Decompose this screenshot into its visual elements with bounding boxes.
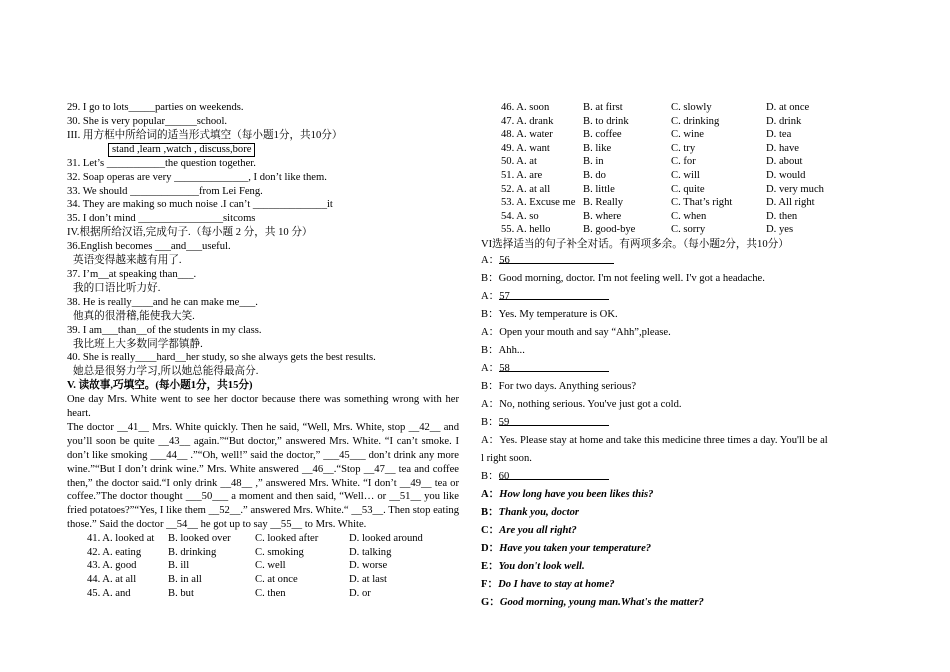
- option-choice[interactable]: C. smoking: [255, 546, 304, 558]
- option-choice[interactable]: 48. A. water: [501, 129, 553, 141]
- option-choice[interactable]: C. at once: [255, 573, 298, 585]
- option-choice[interactable]: B. do: [583, 169, 606, 181]
- option-choice[interactable]: C. then: [255, 587, 286, 599]
- option-choice[interactable]: 46. A. soon: [501, 102, 550, 113]
- answer-choices: [481, 486, 881, 612]
- option-row: [67, 587, 459, 601]
- option-row: [481, 115, 881, 129]
- dialog-line: B：Yes. My temperature is OK.: [481, 308, 618, 320]
- dialog-line-60: B：60: [481, 468, 881, 486]
- answer-choice: [481, 540, 881, 558]
- right-options: [481, 101, 881, 237]
- question-39-chinese: 我比班上大多数同学都镇静.: [73, 338, 203, 350]
- option-choice[interactable]: C. for: [671, 156, 696, 168]
- option-choice[interactable]: D. tea: [766, 129, 792, 141]
- question-31: 31. Let’s ___________the question together.: [67, 157, 256, 169]
- option-choice[interactable]: B. little: [583, 183, 615, 195]
- option-row: [67, 559, 459, 573]
- blank-60[interactable]: 60: [499, 468, 609, 480]
- option-choice[interactable]: D. or: [349, 587, 371, 599]
- option-choice[interactable]: 49. A. want: [501, 142, 550, 154]
- option-row: [67, 573, 459, 587]
- option-choice[interactable]: 55. A. hello: [501, 224, 551, 236]
- dialog-line: A：No, nothing serious. You've just got a cold.: [481, 398, 682, 410]
- blank-58[interactable]: 58: [499, 360, 609, 372]
- option-choice[interactable]: D. then: [766, 210, 798, 222]
- section-5-title: V. 读故事,巧填空。(每小题1分，共15分): [67, 380, 253, 392]
- option-choice[interactable]: C. sorry: [671, 224, 706, 236]
- choice-letter: F：: [481, 578, 499, 590]
- dialog-line-56: A：56: [481, 252, 881, 270]
- option-choice[interactable]: C. try: [671, 142, 696, 154]
- question-38: 38. He is really____and he can make me___.: [67, 296, 258, 308]
- option-choice[interactable]: B. ill: [168, 560, 190, 572]
- option-choice[interactable]: B. but: [168, 587, 194, 599]
- blank-56[interactable]: 56: [499, 252, 614, 264]
- section-4-title: IV.根据所给汉语,完成句子.（每小题 2 分，共 10 分）: [67, 227, 313, 239]
- answer-choice: [481, 594, 881, 612]
- story-paragraph-1: One day Mrs. White went to see her doctor because there was something wrong with her heart.: [67, 394, 459, 420]
- blank-59[interactable]: 59: [499, 414, 609, 426]
- option-choice[interactable]: 50. A. at: [501, 156, 537, 168]
- choice-text: Have you taken your temperature?: [499, 542, 652, 554]
- choice-text: Do I have to stay at home?: [498, 578, 615, 590]
- option-choice[interactable]: B. in all: [168, 573, 202, 585]
- right-column: [481, 101, 881, 612]
- option-choice[interactable]: 43. A. good: [87, 560, 137, 572]
- option-choice[interactable]: B. to drink: [583, 115, 629, 127]
- question-36: 36.English becomes ___and___useful.: [67, 241, 231, 253]
- dialog-line: l right soon.: [481, 452, 532, 464]
- option-choice[interactable]: C. quite: [671, 183, 705, 195]
- word-box: stand ,learn ,watch , discuss,bore: [108, 143, 255, 157]
- option-choice[interactable]: B. where: [583, 210, 622, 222]
- option-choice[interactable]: B. coffee: [583, 129, 622, 141]
- dialog-line-59: B：59: [481, 414, 881, 432]
- choice-letter: E：: [481, 560, 499, 572]
- question-40-chinese: 她总是很努力学习,所以她总能得最高分.: [73, 366, 259, 378]
- answer-choice: [481, 522, 881, 540]
- option-choice[interactable]: 41. A. looked at: [87, 533, 155, 545]
- answer-choice: [481, 558, 881, 576]
- question-34: 34. They are making so much noise .I can’t ______________it: [67, 199, 333, 211]
- answer-choice: [481, 504, 881, 522]
- choice-text: You don't look well.: [498, 560, 585, 572]
- section-6-title: VI选择适当的句子补全对话。有两项多余。（每小题2分，共10分）: [481, 238, 789, 250]
- option-choice[interactable]: C. wine: [671, 129, 704, 141]
- option-choice[interactable]: C. drinking: [671, 115, 720, 127]
- option-choice[interactable]: D. about: [766, 156, 803, 168]
- question-35: 35. I don’t mind ________________sitcoms: [67, 213, 256, 225]
- dialog-line: A：Open your mouth and say “Ahh”,please.: [481, 326, 671, 338]
- option-choice[interactable]: 52. A. at all: [501, 183, 551, 195]
- question-40: 40. She is really____hard__her study, so she always gets the best results.: [67, 352, 376, 364]
- option-choice[interactable]: B. at first: [583, 102, 623, 113]
- option-choice[interactable]: B. in: [583, 156, 604, 168]
- option-choice[interactable]: D. have: [766, 142, 799, 154]
- option-choice[interactable]: C. when: [671, 210, 707, 222]
- option-choice[interactable]: C. That’s right: [671, 197, 733, 209]
- option-choice[interactable]: D. at last: [349, 573, 387, 585]
- question-38-chinese: 他真的很滑稽,能使我大笑.: [73, 310, 195, 322]
- option-row: [481, 223, 881, 237]
- option-row: [481, 196, 881, 210]
- dialog-line: B：Good morning, doctor. I'm not feeling well. I'v got a headache.: [481, 272, 765, 284]
- option-choice[interactable]: B. Really: [583, 197, 624, 209]
- option-row: [67, 546, 459, 560]
- option-choice[interactable]: B. good-bye: [583, 224, 636, 236]
- dialog-line: A：Yes. Please stay at home and take this medicine three times a day. You'll be al: [481, 434, 828, 446]
- option-choice[interactable]: B. like: [583, 142, 612, 154]
- option-choice[interactable]: C. looked after: [255, 533, 319, 545]
- question-36-chinese: 英语变得越来越有用了.: [73, 255, 182, 267]
- option-choice[interactable]: D. would: [766, 169, 806, 181]
- choice-text: Good morning, young man.What's the matter?: [499, 596, 704, 608]
- option-choice[interactable]: D. worse: [349, 560, 388, 572]
- question-32: 32. Soap operas are very ______________, I don’t like them.: [67, 171, 327, 183]
- option-choice[interactable]: D. at once: [766, 102, 810, 113]
- option-row: [67, 532, 459, 546]
- choice-letter: G：: [481, 596, 500, 608]
- option-choice[interactable]: 42. A. eating: [87, 546, 142, 558]
- choice-letter: C：: [481, 524, 500, 536]
- option-row: [481, 128, 881, 142]
- option-choice[interactable]: D. looked around: [349, 533, 423, 545]
- option-choice[interactable]: C. will: [671, 169, 700, 181]
- option-choice[interactable]: D. All right: [766, 197, 815, 209]
- option-choice[interactable]: B. drinking: [168, 546, 217, 558]
- option-choice[interactable]: C. well: [255, 560, 286, 572]
- left-column: [67, 101, 459, 600]
- option-choice[interactable]: 53. A. Excuse me: [501, 197, 576, 209]
- section-3-title: III. 用方框中所给词的适当形式填空（每小题1分，共10分）: [67, 129, 343, 141]
- option-row: [481, 155, 881, 169]
- dialog-line-58: A：58: [481, 360, 881, 378]
- answer-choice: [481, 576, 881, 594]
- option-choice[interactable]: D. drink: [766, 115, 802, 127]
- dialog-line: B：For two days. Anything serious?: [481, 380, 637, 392]
- dialog-line: B：Ahh...: [481, 344, 525, 356]
- choice-letter: D：: [481, 542, 500, 554]
- option-choice[interactable]: 54. A. so: [501, 210, 539, 222]
- left-options: [67, 532, 459, 600]
- choice-letter: A：: [481, 488, 500, 500]
- choice-letter: B：: [481, 506, 499, 518]
- option-choice[interactable]: D. talking: [349, 546, 392, 558]
- option-row: [481, 101, 881, 115]
- question-30: 30. She is very popular______school.: [67, 115, 228, 127]
- option-row: [481, 169, 881, 183]
- dialog-line-57: A：57: [481, 288, 881, 306]
- option-choice[interactable]: B. looked over: [168, 533, 231, 545]
- answer-choice: [481, 486, 881, 504]
- choice-text: Thank you, doctor: [498, 506, 580, 518]
- option-choice[interactable]: 45. A. and: [87, 587, 131, 599]
- question-33: 33. We should _____________from Lei Feng.: [67, 185, 263, 197]
- choice-text: Are you all right?: [499, 524, 577, 536]
- option-choice[interactable]: 47. A. drank: [501, 115, 554, 127]
- blank-57[interactable]: 57: [499, 288, 609, 300]
- option-row: [481, 183, 881, 197]
- question-37-chinese: 我的口语比听力好.: [73, 282, 161, 294]
- option-choice[interactable]: D. yes: [766, 224, 794, 236]
- question-39: 39. I am___than__of the students in my class.: [67, 324, 262, 336]
- option-choice[interactable]: C. slowly: [671, 102, 712, 113]
- option-choice[interactable]: D. very much: [766, 183, 824, 195]
- question-29: 29. I go to lots_____parties on weekends.: [67, 102, 244, 113]
- question-37: 37. I’m__at speaking than___.: [67, 268, 197, 280]
- choice-text: How long have you been likes this?: [499, 488, 654, 500]
- option-choice[interactable]: 51. A. are: [501, 169, 543, 181]
- option-row: [481, 142, 881, 156]
- option-row: [481, 210, 881, 224]
- option-choice[interactable]: 44. A. at all: [87, 573, 137, 585]
- story-paragraph-2: The doctor __41__ Mrs. White quickly. Then he said, “Well, Mrs. White, stop __42__ and you’ll soon be quite __43__ again.”“But doctor,” answered Mrs. White. “I can’t smoke. I don’t like smoking ___44__ .”“Oh, well!” said the doctor,” ___45___ don’t drink any more wine.”“But I don’t drink wine.” Mrs. White answered __46__.“Stop __47__ tea and coffee then,” the doctor said.“I only drink __48__ ,” answered Mrs. White. “I don’t __49__ tea or coffee.”The doctor thought ___50___ a moment and then said, “Well… or __51__ you like fried potatoes?”“Yes, I like them __52__.” answered Mrs. White.“ __53__. Then stop eating those.” Said the doctor __54__ he got up to say __55__ to Mrs. White.: [67, 421, 459, 531]
